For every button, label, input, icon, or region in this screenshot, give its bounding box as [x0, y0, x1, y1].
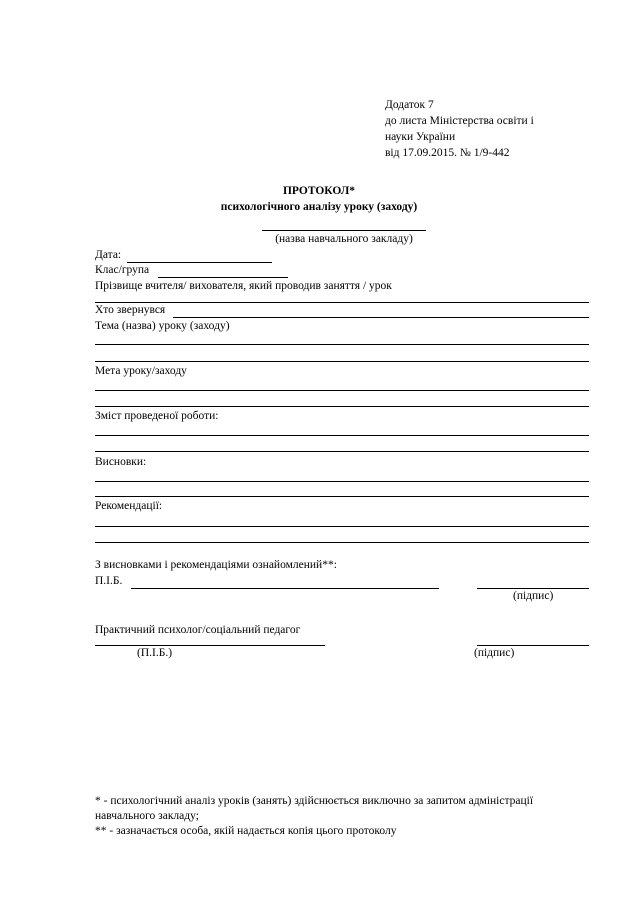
content-line-1 — [95, 435, 589, 436]
goal-line-2 — [95, 406, 589, 407]
goal-line-1 — [95, 390, 589, 391]
class-group-line — [158, 277, 288, 278]
pib-label: П.І.Б. — [95, 575, 123, 587]
requester-line — [173, 317, 589, 318]
content-line-2 — [95, 451, 589, 452]
page-title: ПРОТОКОЛ* — [282, 185, 356, 197]
goal-label: Мета уроку/заходу — [95, 365, 187, 377]
topic-line-2 — [95, 361, 589, 362]
conclusions-line-1 — [95, 481, 589, 482]
pib-caption: (П.І.Б.) — [137, 647, 173, 659]
institution-caption: (назва навчального закладу) — [275, 233, 413, 245]
topic-label: Тема (назва) уроку (заходу) — [95, 320, 230, 332]
acquainted-label: З висновками і рекомендаціями ознайомлений**: — [95, 559, 337, 571]
footnote-2: ** - зазначається особа, якій надається копія цього протоколу — [95, 825, 397, 837]
topic-line-1 — [95, 344, 589, 345]
teacher-label: Прізвище вчителя/ вихователя, який проводив заняття / урок — [95, 280, 392, 292]
pib-line — [131, 588, 439, 589]
psychologist-label: Практичний психолог/соціальний педагог — [95, 624, 301, 636]
conclusions-line-2 — [95, 496, 589, 497]
signature-line-1 — [477, 588, 589, 589]
requester-label: Хто звернувся — [95, 304, 166, 316]
recommendations-line-2 — [95, 542, 589, 543]
signature-caption-2: (підпис) — [474, 647, 515, 659]
date-line — [127, 262, 272, 263]
recommendations-line-1 — [95, 526, 589, 527]
psychologist-pib-line — [95, 645, 325, 646]
signature-caption-1: (підпис) — [513, 590, 554, 602]
footnote-1-line-2: навчального закладу; — [95, 810, 199, 822]
recommendations-label: Рекомендації: — [95, 500, 163, 512]
page-subtitle: психологічного аналізу уроку (заходу) — [220, 201, 418, 213]
footnote-1-line-1: * - психологічний аналіз уроків (занять) здійснюється виключно за запитом адміністрації — [95, 795, 534, 807]
header-line-ministry: до листа Міністерства освіти і — [385, 115, 534, 127]
header-line-ukraine: науки України — [385, 131, 456, 143]
teacher-line — [95, 302, 589, 303]
date-label: Дата: — [95, 249, 122, 261]
header-line-appendix: Додаток 7 — [385, 99, 434, 111]
institution-line — [262, 230, 426, 231]
content-label: Зміст проведеної роботи: — [95, 410, 219, 422]
signature-line-2 — [477, 645, 589, 646]
class-group-label: Клас/група — [95, 264, 150, 276]
header-line-date: від 17.09.2015. № 1/9-442 — [385, 147, 510, 159]
conclusions-label: Висновки: — [95, 456, 147, 468]
